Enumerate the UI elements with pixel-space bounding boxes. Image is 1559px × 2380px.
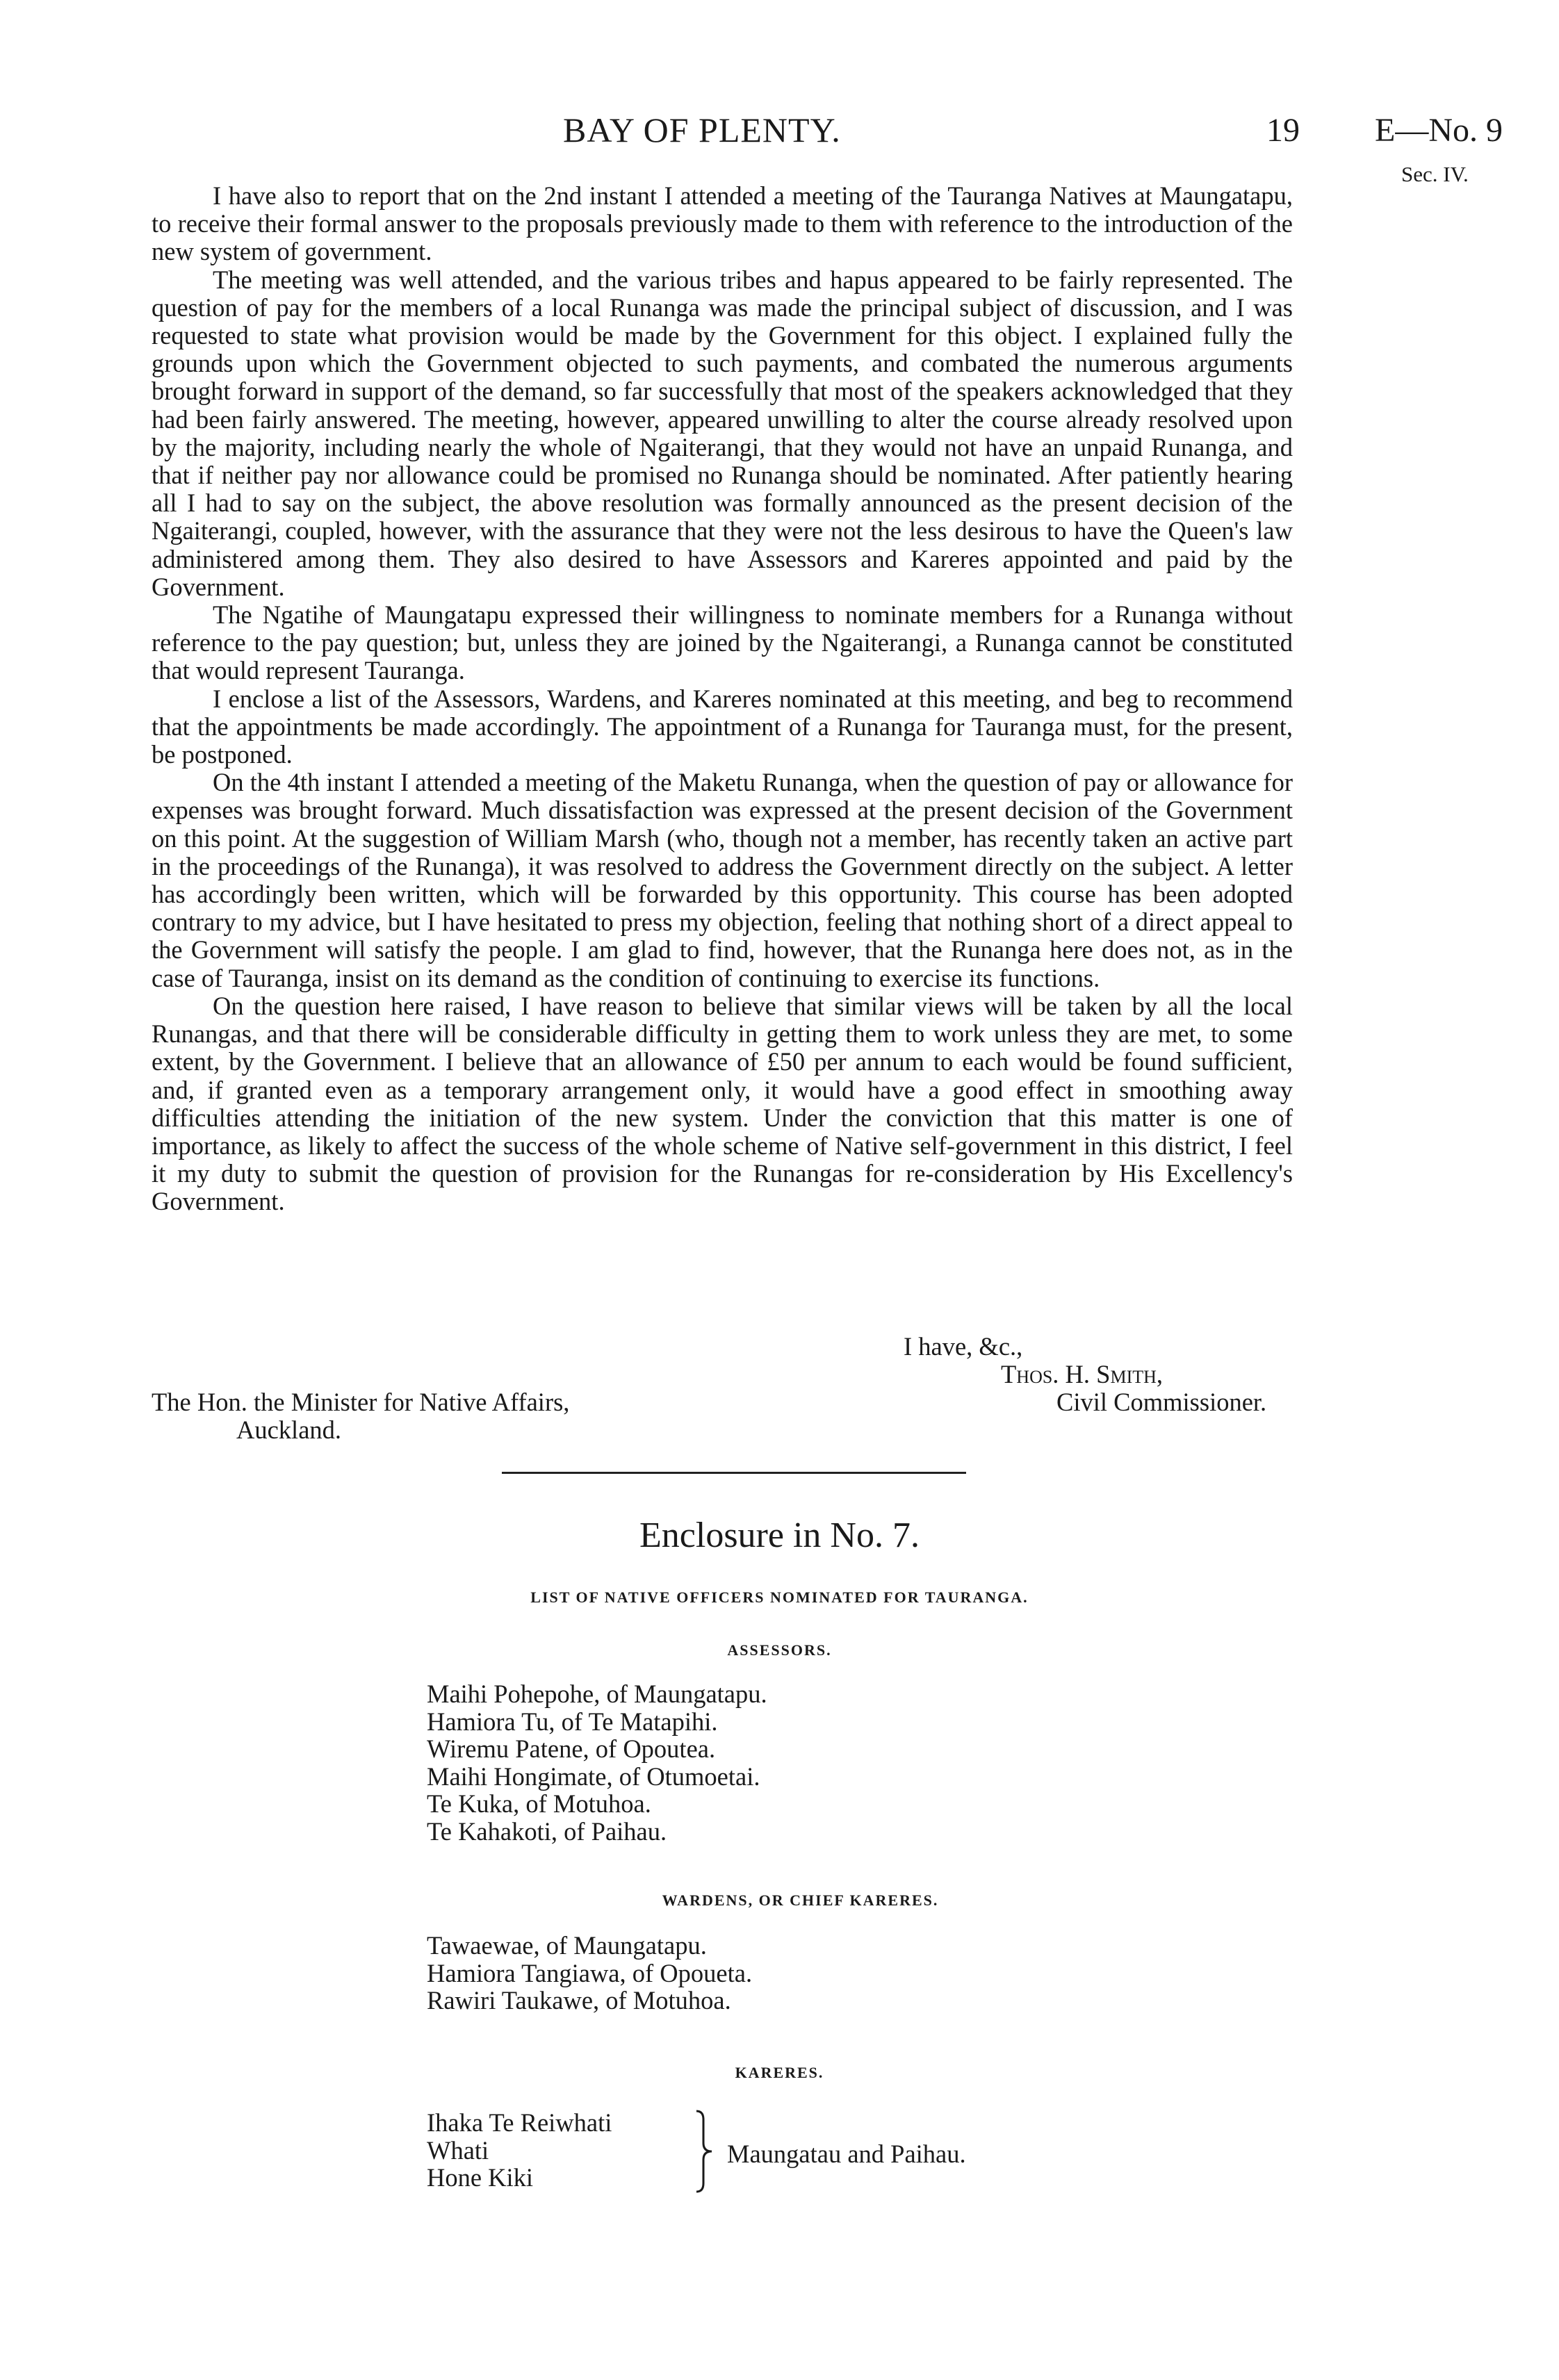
list-item: Te Kahakoti, of Paihau. bbox=[427, 1816, 667, 1846]
page-number: 19 bbox=[1266, 112, 1300, 149]
divider bbox=[502, 1472, 966, 1474]
signatory-title: Civil Commissioner. bbox=[1056, 1388, 1267, 1416]
list-item: Tawaewae, of Maungatapu. bbox=[427, 1931, 707, 1960]
wardens-heading: WARDENS, OR CHIEF KARERES. bbox=[662, 1891, 939, 1909]
list-item: Hamiora Tangiawa, of Opoueta. bbox=[427, 1958, 753, 1987]
paragraph: I have also to report that on the 2nd instant I attended a meeting of the Tauranga Natives at Maungatapu, to receive their formal answer to the proposals previously made to them with reference to the introduction of the new system of government. bbox=[152, 181, 1293, 266]
list-item: Rawiri Taukawe, of Motuhoa. bbox=[427, 1986, 731, 2014]
series-reference: E—No. 9 bbox=[1375, 112, 1503, 149]
addressee-place: Auckland. bbox=[236, 1415, 342, 1444]
brace-icon bbox=[694, 2110, 715, 2193]
paragraph: The Ngatihe of Maungatapu expressed their willingness to nominate members for a Runanga without reference to the pay question; but, unless they are joined by the Ngaiterangi, a Runanga cannot be constituted that would represent Tauranga. bbox=[152, 600, 1293, 685]
wardens-list bbox=[427, 1932, 752, 2014]
list-item: Maihi Hongimate, of Otumoetai. bbox=[427, 1762, 760, 1791]
paragraph: On the question here raised, I have reason to believe that similar views will be taken by all the local Runangas, and that there will be considerable difficulty in getting them to work unless they are met, to some extent, by the Government. I believe that an allowance of £50 per annum to each would be found sufficient, and, if granted even as a temporary arrangement only, it would have a good effect in smoothing away difficulties attending the initiation of the new system. Under the conviction that this matter is one of importance, as likely to affect the success of the whole scheme of Native self-government in this district, I feel it my duty to submit the question of provision for the Runangas for re-consideration by His Excellency's Government. bbox=[152, 991, 1293, 1216]
list-item: Hamiora Tu, of Te Matapihi. bbox=[427, 1707, 718, 1736]
addressee: The Hon. the Minister for Native Affairs, bbox=[152, 1388, 570, 1416]
section-reference: Sec. IV. bbox=[1401, 162, 1469, 186]
list-item: Te Kuka, of Motuhoa. bbox=[427, 1789, 651, 1818]
list-item: Ihaka Te Reiwhati bbox=[427, 2108, 612, 2137]
page-title: BAY OF PLENTY. bbox=[563, 110, 841, 149]
kareres-heading: KARERES. bbox=[735, 2064, 824, 2081]
kareres-list bbox=[427, 2109, 612, 2192]
enclosure-title: Enclosure in No. 7. bbox=[639, 1516, 920, 1555]
salutation: I have, &c., bbox=[904, 1332, 1023, 1361]
letter-body bbox=[152, 182, 1293, 1216]
paragraph: On the 4th instant I attended a meeting of the Maketu Runanga, when the question of pay or allowance for expenses was brought forward. Much dissatisfaction was expressed at the present decision of the Government on this point. At the suggestion of William Marsh (who, though not a member, has recently taken an active part in the proceedings of the Runanga), it was resolved to address the Government directly on the subject. A letter has accordingly been written, which will be forwarded by this opportunity. This course has been adopted contrary to my advice, but I have hesitated to press my objection, feeling that nothing short of a direct appeal to the Government will satisfy the people. I am glad to find, however, that the Runanga here does not, as in the case of Tauranga, insist on its demand as the condition of continuing to exercise its functions. bbox=[152, 768, 1293, 992]
paragraph: The meeting was well attended, and the various tribes and hapus appeared to be fairly represented. The question of pay for the members of a local Runanga was made the principal subject of discussion, and I was requested to state what provision would be made by the Government for this object. I explained fully the grounds upon which the Government objected to such payments, and combated the numerous arguments brought forward in support of the demand, so far successfully that most of the speakers acknowledged that they had been fairly answered. The meeting, however, appeared unwilling to alter the course already resolved upon by the majority, including nearly the whole of Ngaiterangi, that they would not have an unpaid Runanga, and that if neither pay nor allowance could be promised no Runanga should be nominated. After patiently hearing all I had to say on the subject, the above resolution was formally announced as the present decision of the Ngaiterangi, coupled, however, with the assurance that they were not the less desirous to have the Queen's law administered among them. They also desired to have Assessors and Kareres appointed and paid by the Government. bbox=[152, 265, 1293, 601]
list-item: Hone Kiki bbox=[427, 2163, 534, 2192]
list-item: Wiremu Patene, of Opoutea. bbox=[427, 1734, 716, 1763]
paragraph: I enclose a list of the Assessors, Wardens, and Kareres nominated at this meeting, and beg to recommend that the appointments be made accordingly. The appointment of a Runanga for Tauranga must, for the present, be postponed. bbox=[152, 684, 1293, 769]
assessors-heading: ASSESSORS. bbox=[727, 1641, 832, 1659]
kareres-place: Maungatau and Paihau. bbox=[727, 2140, 966, 2168]
list-item: Maihi Pohepohe, of Maungatapu. bbox=[427, 1680, 767, 1708]
list-item: Whati bbox=[427, 2135, 489, 2165]
assessors-list bbox=[427, 1680, 767, 1845]
enclosure-subtitle: LIST OF NATIVE OFFICERS NOMINATED FOR TAURANGA. bbox=[530, 1589, 1029, 1606]
signature: Thos. H. Smith, bbox=[1001, 1360, 1164, 1388]
